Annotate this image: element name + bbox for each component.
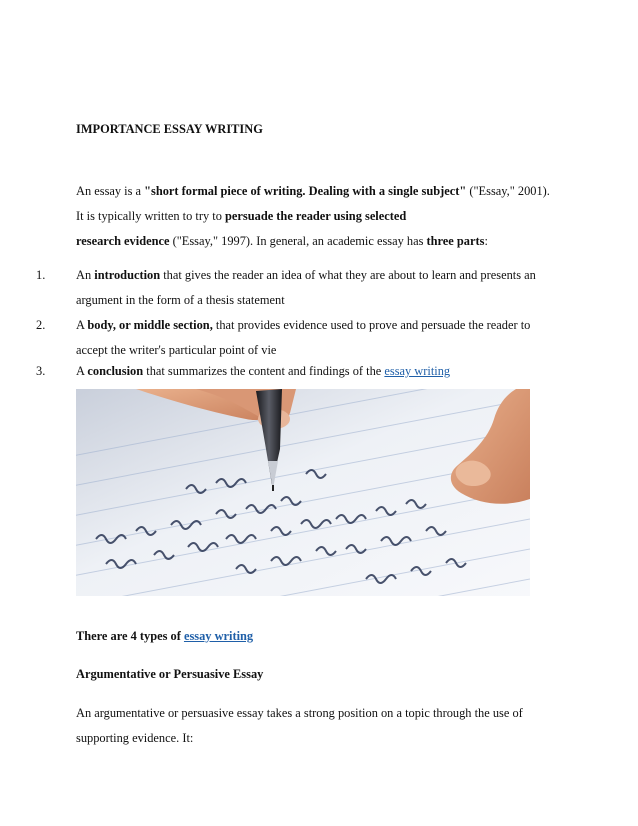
intro-text: An essay is a [76,184,145,198]
intro-emphasis: three parts [426,234,485,248]
list-term: conclusion [87,364,144,378]
list-term: introduction [94,268,161,282]
list-number: 1. [36,268,46,282]
list-number: 2. [36,318,46,332]
essay-writing-link[interactable]: essay writing [183,629,254,643]
list-item-2-line-1 [76,318,530,333]
intro-text: : [484,234,488,248]
list-text: A [76,318,88,332]
essay-writing-link[interactable]: essay writing [384,364,451,378]
intro-text: ("Essay," 1997). In general, an academic essay has [169,234,427,248]
intro-line-2 [76,209,406,224]
list-text: that summarizes the content and findings of the [143,364,385,378]
intro-text: It is typically written to try to [76,209,226,223]
list-item-1-line-1 [76,268,536,283]
intro-emphasis: persuade the reader using selected [225,209,407,223]
intro-quote: "short formal piece of writing. Dealing with a single subject" [144,184,467,198]
types-heading-text: There are 4 types of [76,629,184,643]
list-item-1-line-2: argument in the form of a thesis statement [76,293,285,307]
list-number: 3. [36,364,46,378]
list-text: An [76,268,95,282]
paragraph-line-1: An argumentative or persuasive essay takes a strong position on a topic through the use of [76,706,523,720]
list-item-3-line-1 [76,364,450,379]
intro-line-1 [76,184,550,199]
section-subheading: Argumentative or Persuasive Essay [76,667,264,681]
list-text: that gives the reader an idea of what they are about to learn and presents an [160,268,536,282]
document-title: IMPORTANCE ESSAY WRITING [76,122,263,136]
paragraph-line-2: supporting evidence. It: [76,731,194,745]
list-term: body, or middle section, [87,318,213,332]
types-heading [76,629,253,644]
writing-photo [76,389,530,596]
intro-emphasis: research evidence [76,234,170,248]
intro-line-3 [76,234,488,249]
list-item-2-line-2: accept the writer's particular point of vie [76,343,277,357]
list-text: that provides evidence used to prove and persuade the reader to [212,318,531,332]
intro-citation: ("Essay," 2001). [466,184,550,198]
list-text: A [76,364,88,378]
